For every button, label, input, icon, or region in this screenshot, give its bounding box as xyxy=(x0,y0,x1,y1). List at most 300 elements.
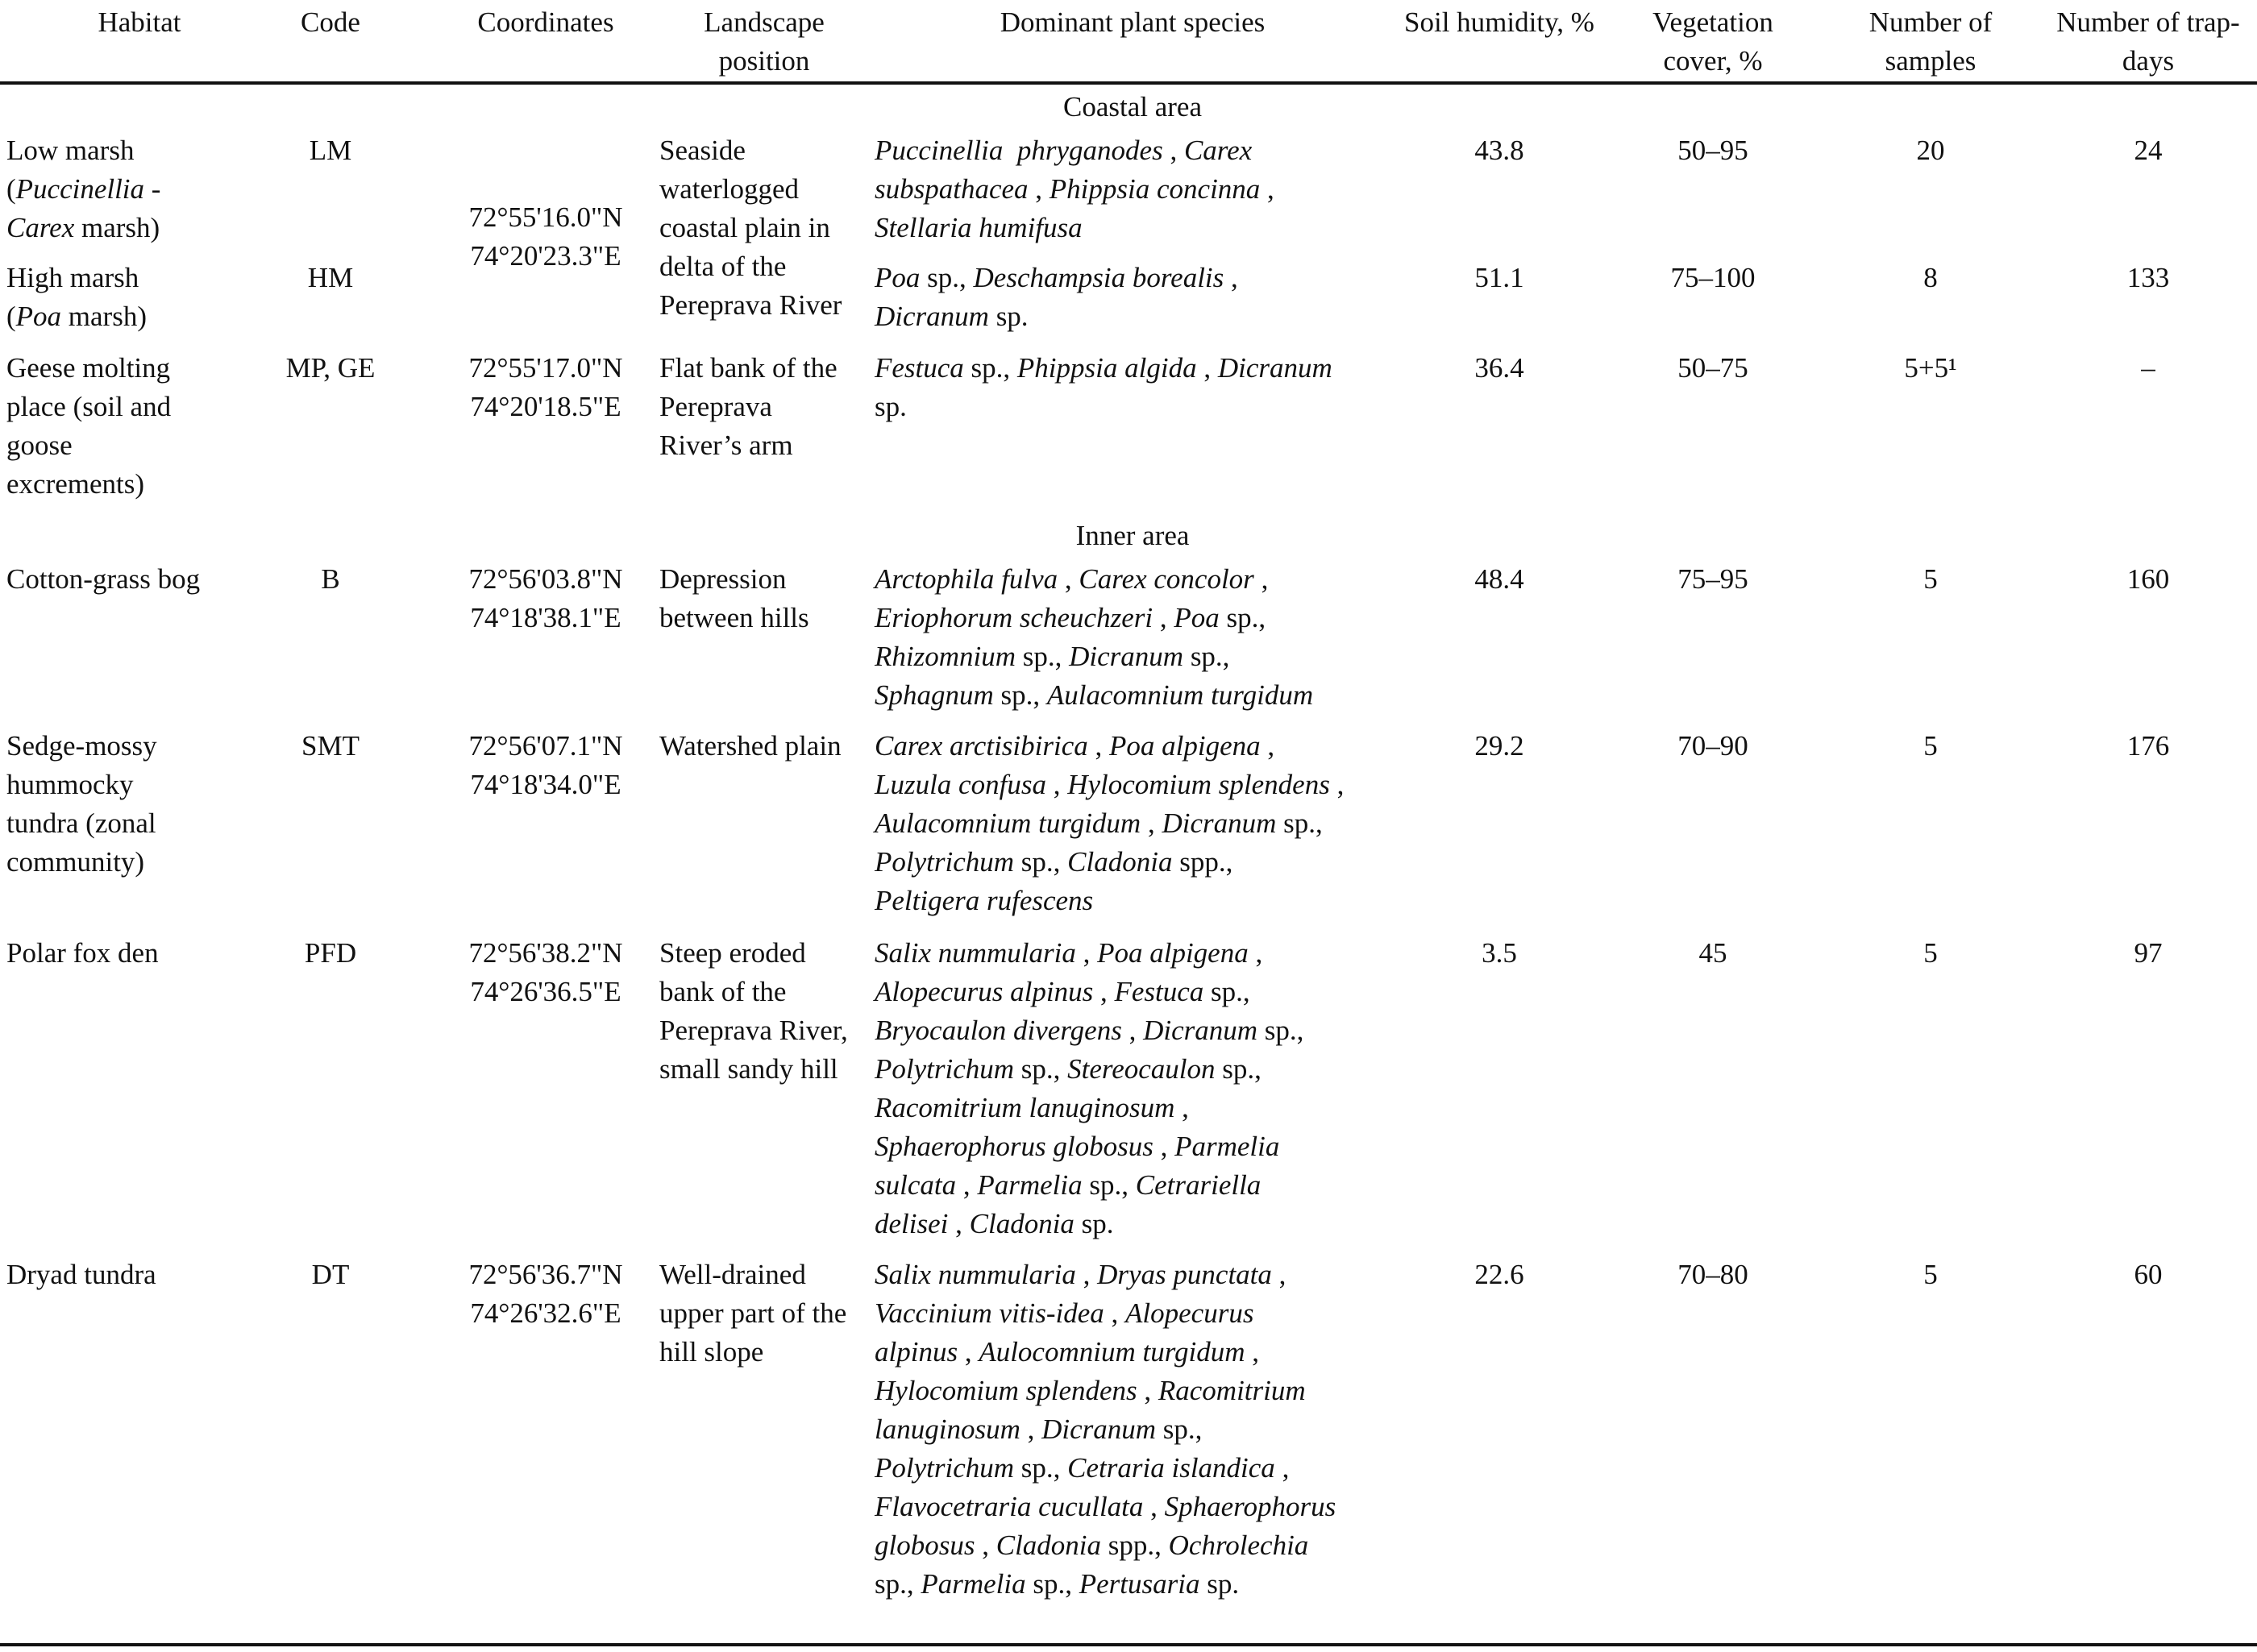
vegetation-cover-value: 50–75 xyxy=(1677,352,1748,384)
cell-line: coastal plain in xyxy=(659,212,830,243)
text-run: , xyxy=(1174,1092,1189,1123)
header-code xyxy=(250,3,411,42)
code-cell: DT xyxy=(311,1259,350,1290)
text-run: sp., xyxy=(1203,976,1250,1007)
text-run: sp., xyxy=(875,1568,921,1600)
cell-line: 72°56'38.2"N xyxy=(468,937,623,969)
dominant-plants-cell xyxy=(875,1256,1390,1604)
cell-line xyxy=(875,1372,1390,1410)
cell-line: 72°55'16.0"N xyxy=(468,201,623,233)
text-run: sp., xyxy=(1183,641,1230,672)
text-run: , xyxy=(1329,769,1345,800)
species-name: Rhizomnium xyxy=(875,641,1016,672)
species-name: Cladonia xyxy=(1067,846,1173,878)
text-run: , xyxy=(1104,1297,1126,1329)
text-run: , xyxy=(1141,807,1162,839)
landscape-position xyxy=(659,1256,869,1372)
cell-line: days xyxy=(2122,45,2175,77)
cell-line xyxy=(6,349,272,388)
soil-humidity-value: 51.1 xyxy=(1474,262,1524,293)
species-name: Salix nummularia xyxy=(875,937,1076,969)
text-run: , xyxy=(1260,173,1274,205)
species-name: sulcata xyxy=(875,1169,957,1201)
soil-humidity-value: 43.8 xyxy=(1474,135,1524,166)
cell-line xyxy=(6,209,272,247)
text-run: tundra (zonal xyxy=(6,807,156,839)
cell-line xyxy=(875,349,1390,388)
cell-line xyxy=(875,1127,1390,1166)
text-run: sp., xyxy=(963,352,1017,384)
species-name: Arctophila fulva xyxy=(875,563,1058,595)
text-run: sp. xyxy=(1199,1568,1240,1600)
habitat-cell xyxy=(6,131,272,247)
soil-humidity-value: 22.6 xyxy=(1474,1259,1524,1290)
text-run: , xyxy=(1271,1259,1286,1290)
species-name: Parmelia xyxy=(1174,1131,1280,1162)
vegetation-cover-value: 50–95 xyxy=(1677,135,1748,166)
species-name: Festuca xyxy=(875,352,964,384)
cell-line: hill slope xyxy=(659,1336,764,1368)
cell-line: 72°56'36.7"N xyxy=(468,1259,623,1290)
species-name: Deschampsia borealis xyxy=(973,262,1224,293)
species-name: Poa alpigena xyxy=(1109,730,1261,762)
vegetation-cover-value: 75–100 xyxy=(1670,262,1756,293)
species-name: Dicranum xyxy=(875,301,989,332)
text-run: sp., xyxy=(1025,1568,1079,1600)
species-name: Racomitrium lanuginosum xyxy=(875,1092,1175,1123)
vegetation-cover-value: 75–95 xyxy=(1677,563,1748,595)
cell-line: 74°26'32.6"E xyxy=(470,1297,621,1329)
samples-value: 5 xyxy=(1923,937,1938,969)
text-run: , xyxy=(1153,1131,1175,1162)
species-name: Salix nummularia xyxy=(875,1259,1076,1290)
text-run: Cotton-grass bog xyxy=(6,563,201,595)
species-name: Dicranum xyxy=(1162,807,1277,839)
coordinates xyxy=(437,349,655,426)
cell-line xyxy=(875,804,1390,843)
cell-line xyxy=(875,1565,1390,1604)
section-label: Coastal area xyxy=(1063,91,1202,122)
species-name: Cetrariella xyxy=(1135,1169,1262,1201)
code-cell: LM xyxy=(309,135,352,166)
text-run: sp., xyxy=(1276,807,1323,839)
cell-line: samples xyxy=(1885,45,1976,77)
cell-line xyxy=(875,1166,1390,1205)
species-name: Carex concolor xyxy=(1079,563,1254,595)
text-run: goose xyxy=(6,430,73,461)
text-run: Geese molting xyxy=(6,352,171,384)
species-name: Hylocomium splendens xyxy=(1067,769,1330,800)
cell-line xyxy=(875,1333,1390,1372)
cell-line: River’s arm xyxy=(659,430,793,461)
header-coordinates xyxy=(437,3,655,42)
cell-line: small sandy hill xyxy=(659,1053,838,1085)
species-name: Peltigera rufescens xyxy=(875,885,1094,916)
cell-line xyxy=(875,766,1390,804)
text-run: Sedge-mossy xyxy=(6,730,157,762)
soil-humidity-value: 36.4 xyxy=(1474,352,1524,384)
cell-line: Flat bank of the xyxy=(659,352,838,384)
vegetation-cover-value: 45 xyxy=(1698,937,1727,969)
landscape-position xyxy=(659,934,869,1089)
species-name: Aulacomnium turgidum xyxy=(1046,679,1314,711)
cell-line: 74°26'36.5"E xyxy=(470,976,621,1007)
dominant-plants-cell xyxy=(875,560,1390,715)
cell-line xyxy=(6,804,272,843)
header-soil-humidity xyxy=(1362,3,1636,42)
text-run: , xyxy=(1153,602,1174,633)
species-name: Parmelia xyxy=(921,1568,1026,1600)
species-name: Sphaerophorus globosus xyxy=(875,1131,1153,1162)
text-run: , xyxy=(1143,1491,1165,1522)
landscape-position xyxy=(659,349,869,465)
cell-line xyxy=(875,843,1390,882)
cell-line xyxy=(875,1294,1390,1333)
dominant-plants-cell xyxy=(875,727,1390,920)
species-name: Vaccinium vitis-idea xyxy=(875,1297,1104,1329)
species-name: Puccinellia xyxy=(15,173,145,205)
habitat-cell xyxy=(6,727,272,882)
species-name: Cetraria islandica xyxy=(1067,1452,1275,1484)
trap-days-value: 160 xyxy=(2126,563,2170,595)
text-run: sp., xyxy=(1014,1452,1068,1484)
habitat-cell xyxy=(6,259,272,336)
species-name: Dicranum xyxy=(1217,352,1332,384)
cell-line: Dominant plant species xyxy=(1000,6,1266,38)
text-run: , xyxy=(1087,730,1109,762)
code-cell: B xyxy=(321,563,340,595)
species-name: Poa alpigena xyxy=(1097,937,1249,969)
species-name: Phippsia concinna xyxy=(1049,173,1261,205)
habitat-cell xyxy=(6,1256,272,1294)
soil-humidity-value: 48.4 xyxy=(1474,563,1524,595)
cell-line xyxy=(875,1526,1390,1565)
cell-line xyxy=(875,599,1390,637)
species-name: Sphaerophorus xyxy=(1164,1491,1336,1522)
cell-line: Code xyxy=(301,6,360,38)
cell-line: Habitat xyxy=(98,6,181,38)
text-run: sp., xyxy=(1215,1053,1262,1085)
samples-value: 20 xyxy=(1916,135,1945,166)
text-run: marsh) xyxy=(61,301,147,332)
text-run: , xyxy=(1260,730,1275,762)
habitat-cell xyxy=(6,349,272,504)
samples-value: 5 xyxy=(1923,563,1938,595)
cell-line: Pereprava xyxy=(659,391,772,422)
text-run: sp., xyxy=(993,679,1047,711)
cell-line xyxy=(875,1089,1390,1127)
samples-value: 5 xyxy=(1923,1259,1938,1290)
species-name: Polytrichum xyxy=(875,1053,1015,1085)
cell-line xyxy=(875,131,1390,170)
species-name: Stereocaulon xyxy=(1067,1053,1216,1085)
dominant-plants-cell xyxy=(875,131,1390,247)
text-run: , xyxy=(1196,352,1218,384)
text-run: sp. xyxy=(1074,1208,1114,1239)
cell-line xyxy=(875,1011,1390,1050)
text-run: marsh) xyxy=(74,212,160,243)
species-name: Cladonia xyxy=(995,1530,1102,1561)
cell-line xyxy=(875,1050,1390,1089)
header-rule xyxy=(0,81,2257,85)
dominant-plants-cell xyxy=(875,934,1390,1243)
cell-line: Coordinates xyxy=(477,6,614,38)
header-number-of-trap-days xyxy=(2039,3,2257,81)
species-name: Phippsia algida xyxy=(1016,352,1197,384)
samples-value: 5+5¹ xyxy=(1904,352,1957,384)
landscape-position xyxy=(659,727,869,766)
species-name: Puccinellia phryganodes xyxy=(875,135,1163,166)
species-name: Carex xyxy=(1183,135,1253,166)
text-run: hummocky xyxy=(6,769,134,800)
cell-line: waterlogged xyxy=(659,173,799,205)
cell-line: Number of trap- xyxy=(2056,6,2240,38)
coordinates xyxy=(437,198,655,276)
species-name: Polytrichum xyxy=(875,1452,1015,1484)
cell-line xyxy=(875,560,1390,599)
landscape-position xyxy=(659,131,869,325)
text-run: sp., xyxy=(1016,641,1070,672)
cell-line xyxy=(6,560,272,599)
cell-line xyxy=(6,934,272,973)
text-run: , xyxy=(1058,563,1079,595)
cell-line xyxy=(6,766,272,804)
cell-line xyxy=(875,1488,1390,1526)
text-run: sp., xyxy=(1082,1169,1136,1201)
text-run: Low marsh xyxy=(6,135,135,166)
species-name: Sphagnum xyxy=(875,679,994,711)
text-run: , xyxy=(948,1208,970,1239)
species-name: Polytrichum xyxy=(875,846,1015,878)
text-run: Dryad tundra xyxy=(6,1259,156,1290)
cell-line: Vegetation xyxy=(1652,6,1773,38)
section-label: Inner area xyxy=(1075,520,1190,551)
soil-humidity-value: 29.2 xyxy=(1474,730,1524,762)
cell-line: Landscape xyxy=(704,6,825,38)
cell-line xyxy=(6,727,272,766)
text-run: sp., xyxy=(1014,846,1068,878)
text-run: sp., xyxy=(920,262,974,293)
cell-line xyxy=(6,465,272,504)
cell-line: delta of the xyxy=(659,251,787,282)
cell-line xyxy=(6,426,272,465)
cell-line: Soil humidity, % xyxy=(1404,6,1594,38)
text-run: , xyxy=(1020,1413,1042,1445)
coordinates xyxy=(437,934,655,1011)
trap-days-value: 176 xyxy=(2126,730,2170,762)
samples-value: 5 xyxy=(1923,730,1938,762)
cell-line: Depression xyxy=(659,563,787,595)
text-run: sp., xyxy=(1014,1053,1068,1085)
dominant-plants-cell xyxy=(875,349,1390,426)
text-run: , xyxy=(975,1530,996,1561)
dominant-plants-cell xyxy=(875,259,1390,336)
species-name: globosus xyxy=(875,1530,975,1561)
header-landscape-position xyxy=(659,3,869,81)
text-run: , xyxy=(1093,976,1115,1007)
text-run: sp., xyxy=(1257,1015,1304,1046)
species-name: Ochrolechia xyxy=(1168,1530,1309,1561)
cell-line xyxy=(875,209,1390,247)
text-run: , xyxy=(1245,1336,1260,1368)
trap-days-value: 60 xyxy=(2134,1259,2163,1290)
samples-value: 8 xyxy=(1923,262,1938,293)
cell-line xyxy=(875,727,1390,766)
text-run: , xyxy=(1045,769,1068,800)
text-run: ( xyxy=(6,301,16,332)
species-name: delisei xyxy=(875,1208,949,1239)
code-cell: HM xyxy=(307,262,354,293)
vegetation-cover-value: 70–80 xyxy=(1677,1259,1748,1290)
species-name: Parmelia xyxy=(977,1169,1083,1201)
trap-days-value: 97 xyxy=(2134,937,2163,969)
cell-line: Pereprava River xyxy=(659,289,842,321)
species-name: Aulocomnium turgidum xyxy=(979,1336,1245,1368)
cell-line xyxy=(6,1256,272,1294)
text-run: , xyxy=(1137,1375,1158,1406)
cell-line: Steep eroded xyxy=(659,937,806,969)
trap-days-value: – xyxy=(2141,352,2155,384)
species-name: Alopecurus xyxy=(1125,1297,1254,1329)
species-name: subspathacea xyxy=(875,173,1029,205)
cell-line xyxy=(875,676,1390,715)
soil-humidity-value: 3.5 xyxy=(1482,937,1517,969)
species-name: Poa xyxy=(1174,602,1220,633)
bottom-rule xyxy=(0,1643,2257,1646)
cell-line xyxy=(875,934,1390,973)
text-run: excrements) xyxy=(6,468,145,500)
header-dominant-plant-species xyxy=(875,3,1390,42)
species-name: Luzula confusa xyxy=(875,769,1046,800)
cell-line xyxy=(6,131,272,170)
cell-line xyxy=(875,1449,1390,1488)
cell-line xyxy=(6,259,272,297)
text-run: , xyxy=(1121,1015,1144,1046)
cell-line: 74°20'18.5"E xyxy=(470,391,621,422)
cell-line: between hills xyxy=(659,602,809,633)
code-cell: MP, GE xyxy=(285,352,376,384)
text-run: place (soil and xyxy=(6,391,172,422)
cell-line: 74°18'38.1"E xyxy=(470,602,621,633)
text-run: , xyxy=(1162,135,1184,166)
cell-line: 72°56'07.1"N xyxy=(468,730,623,762)
cell-line xyxy=(875,973,1390,1011)
coordinates xyxy=(437,1256,655,1333)
text-run: spp., xyxy=(1172,846,1233,878)
cell-line: position xyxy=(718,45,810,77)
cell-line: 72°55'17.0"N xyxy=(468,352,623,384)
cell-line xyxy=(875,637,1390,676)
species-name: Dicranum xyxy=(1143,1015,1258,1046)
species-name: Poa xyxy=(875,262,921,293)
text-run: sp., xyxy=(1219,602,1266,633)
species-name: Alopecurus alpinus xyxy=(875,976,1094,1007)
cell-line: bank of the xyxy=(659,976,787,1007)
text-run: sp. xyxy=(875,391,907,422)
text-run: Polar fox den xyxy=(6,937,159,969)
cell-line xyxy=(6,170,272,209)
text-run: High marsh xyxy=(6,262,139,293)
text-run: , xyxy=(1028,173,1050,205)
text-run: community) xyxy=(6,846,145,878)
cell-line xyxy=(875,259,1390,297)
text-run: ( xyxy=(6,173,16,205)
species-name: Poa xyxy=(15,301,62,332)
habitat-cell xyxy=(6,934,272,973)
coordinates xyxy=(437,727,655,804)
cell-line: upper part of the xyxy=(659,1297,847,1329)
species-name: Stellaria humifusa xyxy=(875,212,1083,243)
species-name: Festuca xyxy=(1114,976,1204,1007)
cell-line: Seaside xyxy=(659,135,746,166)
cell-line xyxy=(875,297,1390,336)
cell-line xyxy=(875,1410,1390,1449)
trap-days-value: 24 xyxy=(2134,135,2163,166)
trap-days-value: 133 xyxy=(2126,262,2170,293)
header-vegetation-cover xyxy=(1612,3,1814,81)
vegetation-cover-value: 70–90 xyxy=(1677,730,1748,762)
text-run: , xyxy=(958,1336,979,1368)
text-run: , xyxy=(1075,937,1098,969)
species-name: Dicranum xyxy=(1041,1413,1157,1445)
text-run: spp., xyxy=(1101,1530,1169,1561)
text-run: , xyxy=(1075,1259,1098,1290)
text-run: , xyxy=(1248,937,1263,969)
cell-line: Watershed plain xyxy=(659,730,842,762)
cell-line xyxy=(6,843,272,882)
text-run: sp., xyxy=(1156,1413,1203,1445)
species-name: Hylocomium splendens xyxy=(875,1375,1137,1406)
species-name: alpinus xyxy=(875,1336,958,1368)
species-name: Eriophorum scheuchzeri xyxy=(875,602,1153,633)
text-run: - xyxy=(144,173,161,205)
text-run: , xyxy=(1253,563,1269,595)
cell-line xyxy=(875,388,1390,426)
cell-line: Well-drained xyxy=(659,1259,806,1290)
header-number-of-samples xyxy=(1830,3,2031,81)
cell-line: cover, % xyxy=(1663,45,1763,77)
cell-line: 74°18'34.0"E xyxy=(470,769,621,800)
cell-line xyxy=(6,388,272,426)
text-run: , xyxy=(1224,262,1238,293)
species-name: Bryocaulon divergens xyxy=(875,1015,1122,1046)
code-cell: PFD xyxy=(304,937,357,969)
species-name: Carex xyxy=(6,212,75,243)
species-name: Flavocetraria cucullata xyxy=(875,1491,1144,1522)
species-name: Aulacomnium turgidum xyxy=(875,807,1141,839)
species-name: Dryas punctata xyxy=(1097,1259,1272,1290)
text-run: , xyxy=(1274,1452,1290,1484)
coordinates xyxy=(437,560,655,637)
cell-line xyxy=(875,882,1390,920)
cell-line xyxy=(6,297,272,336)
cell-line xyxy=(875,170,1390,209)
cell-line xyxy=(875,1205,1390,1243)
cell-line xyxy=(875,1256,1390,1294)
species-name: lanuginosum xyxy=(875,1413,1020,1445)
species-name: Pertusaria xyxy=(1079,1568,1200,1600)
text-run: sp. xyxy=(988,301,1029,332)
species-name: Carex arctisibirica xyxy=(875,730,1088,762)
landscape-position xyxy=(659,560,869,637)
code-cell: SMT xyxy=(301,730,360,762)
cell-line: 74°20'23.3"E xyxy=(470,240,621,272)
habitat-cell xyxy=(6,560,272,599)
cell-line: Number of xyxy=(1868,6,1993,38)
species-name: Dicranum xyxy=(1069,641,1184,672)
text-run: , xyxy=(956,1169,978,1201)
header-habitat xyxy=(6,3,272,42)
